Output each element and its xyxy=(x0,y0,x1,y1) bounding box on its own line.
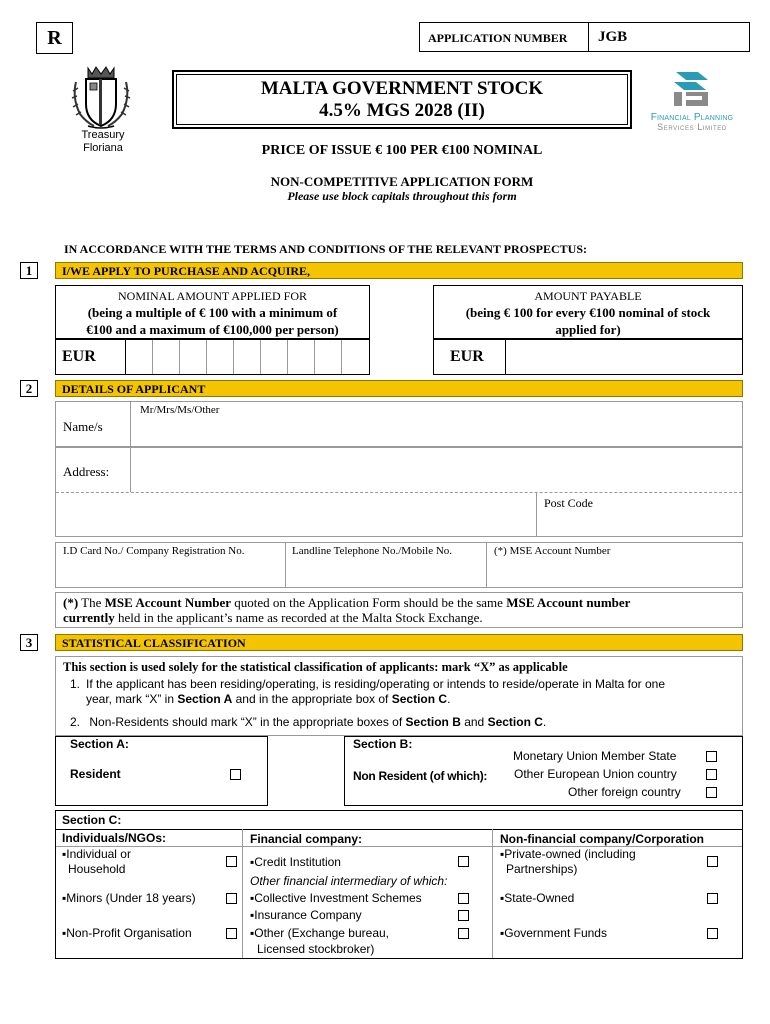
section-3-bar xyxy=(55,634,743,651)
government-funds-checkbox[interactable] xyxy=(707,928,718,939)
price-of-issue: PRICE OF ISSUE € 100 PER €100 NOMINAL xyxy=(261,143,543,158)
other-financial-label: Other financial intermediary of which: xyxy=(250,874,448,888)
post-code-label: Post Code xyxy=(544,496,594,510)
resident-checkbox[interactable] xyxy=(230,769,241,780)
nominal-note-1: (being a multiple of € 100 with a minimum of xyxy=(87,305,338,320)
fps-logo-icon xyxy=(668,66,714,110)
collective-investment-label: ▪Collective Investment Schemes xyxy=(250,891,422,905)
classification-intro-box xyxy=(55,656,743,736)
section-3-number: 3 xyxy=(20,634,38,651)
mse-note-box xyxy=(55,592,743,628)
other-foreign-label: Other foreign country xyxy=(568,785,681,799)
section-2-number: 2 xyxy=(20,380,38,397)
other-exchange-checkbox[interactable] xyxy=(458,928,469,939)
application-number-value[interactable]: JGB xyxy=(598,29,628,45)
nonprofit-label: ▪Non-Profit Organisation xyxy=(62,926,192,940)
section-1-title: I/WE APPLY TO PURCHASE AND ACQUIRE, xyxy=(62,264,311,278)
id-card-input[interactable] xyxy=(56,559,285,587)
item-1: 1. If the applicant has been residing/operating, is residing/operating or intends to reside/operate in Malta for one year, mark “X” in Section A and in the appropriate box of Section C. xyxy=(70,677,666,706)
section-a-box xyxy=(55,736,268,806)
credit-institution-checkbox[interactable] xyxy=(458,856,469,867)
phone-label: Landline Telephone No./Mobile No. xyxy=(292,545,453,557)
minors-checkbox[interactable] xyxy=(226,893,237,904)
form-type: NON-COMPETITIVE APPLICATION FORM xyxy=(270,174,534,189)
other-exchange-label: ▪Other (Exchange bureau, Licensed stockbroker) xyxy=(250,926,390,956)
address-input[interactable] xyxy=(131,448,741,492)
item-2: 2. Non-Residents should mark “X” in the appropriate boxes of Section B and Section C. xyxy=(70,715,547,729)
section-1-bar xyxy=(55,262,743,279)
payable-label: AMOUNT PAYABLE xyxy=(534,289,642,303)
col-nonfinancial-title: Non-financial company/Corporation xyxy=(500,832,705,846)
nominal-amount-box xyxy=(55,285,370,339)
collective-investment-checkbox[interactable] xyxy=(458,893,469,904)
title-line-1: MALTA GOVERNMENT STOCK xyxy=(260,78,544,99)
payable-currency: EUR xyxy=(450,348,484,365)
credit-institution-label: ▪Credit Institution xyxy=(250,855,341,869)
amount-payable-input[interactable] xyxy=(433,339,743,375)
section-a-title: Section A: xyxy=(70,737,129,751)
section-2-title: DETAILS OF APPLICANT xyxy=(62,382,206,396)
phone-input[interactable] xyxy=(286,559,486,587)
title-line-2: 4.5% MGS 2028 (II) xyxy=(319,100,485,121)
other-eu-checkbox[interactable] xyxy=(706,769,717,780)
non-resident-label: Non Resident (of which): xyxy=(353,769,488,783)
section-c-box xyxy=(55,810,743,959)
individual-label: ▪Individual or Household xyxy=(62,847,131,876)
other-foreign-checkbox[interactable] xyxy=(706,787,717,798)
application-number-label: APPLICATION NUMBER xyxy=(428,31,568,45)
section-3-title: STATISTICAL CLASSIFICATION xyxy=(62,636,246,650)
id-card-label: I.D Card No./ Company Registration No. xyxy=(63,545,245,557)
minors-label: ▪Minors (Under 18 years) xyxy=(62,891,196,905)
section-b-box xyxy=(344,736,743,806)
amount-payable-box xyxy=(433,285,743,339)
section-2-bar xyxy=(55,380,743,397)
state-owned-label: ▪State-Owned xyxy=(500,891,575,905)
col-financial-title: Financial company: xyxy=(250,832,363,846)
names-input[interactable] xyxy=(131,416,741,446)
nominal-amount-input[interactable] xyxy=(55,339,370,375)
state-owned-checkbox[interactable] xyxy=(707,893,718,904)
address-label: Address: xyxy=(63,464,110,479)
nominal-label: NOMINAL AMOUNT APPLIED FOR xyxy=(117,289,308,303)
id-contact-box xyxy=(55,542,743,588)
other-eu-label: Other European Union country xyxy=(514,767,677,781)
monetary-union-checkbox[interactable] xyxy=(706,751,717,762)
mse-account-label: (*) MSE Account Number xyxy=(494,545,611,557)
application-number-box xyxy=(419,22,750,52)
resident-label: Resident xyxy=(70,767,121,781)
treasury-label: Treasury xyxy=(81,129,125,141)
logo-line-1: Financial Planning xyxy=(650,112,734,123)
address-box xyxy=(55,447,743,537)
section-1-number: 1 xyxy=(20,262,38,279)
mse-note: (*) The MSE Account Number quoted on the Application Form should be the same MSE Account number currently held in the applicant’s name as recorded at the Malta Stock Exchange. xyxy=(63,595,631,625)
payable-note-2: applied for) xyxy=(555,322,621,337)
block-capitals-instruction: Please use block capitals throughout this form xyxy=(287,189,517,203)
classification-intro: This section is used solely for the statistical classification of applicants: mark “X” as applicable xyxy=(63,660,568,674)
title-box xyxy=(172,70,632,129)
title-prefix-label: Mr/Mrs/Ms/Other xyxy=(140,404,220,416)
insurance-checkbox[interactable] xyxy=(458,910,469,921)
floriana-label: Floriana xyxy=(83,142,123,154)
section-b-title: Section B: xyxy=(353,737,413,751)
nonprofit-checkbox[interactable] xyxy=(226,928,237,939)
government-funds-label: ▪Government Funds xyxy=(500,926,607,940)
section-c-title: Section C: xyxy=(62,813,122,827)
mse-account-input[interactable] xyxy=(487,559,742,587)
accordance-text: IN ACCORDANCE WITH THE TERMS AND CONDITIONS OF THE RELEVANT PROSPECTUS: xyxy=(64,242,588,256)
nominal-note-2: €100 and a maximum of €100,000 per person) xyxy=(86,322,339,337)
individual-checkbox[interactable] xyxy=(226,856,237,867)
nominal-currency: EUR xyxy=(62,348,96,365)
post-code-input[interactable] xyxy=(537,508,742,536)
logo-line-2: Services Limited xyxy=(657,122,727,132)
r-code: R xyxy=(47,27,62,49)
private-owned-checkbox[interactable] xyxy=(707,856,718,867)
monetary-union-label: Monetary Union Member State xyxy=(513,749,677,763)
names-box xyxy=(55,401,743,447)
payable-note-1: (being € 100 for every €100 nominal of stock xyxy=(465,305,711,320)
private-owned-label: ▪Private-owned (including Partnerships) xyxy=(500,847,636,876)
names-label: Name/s xyxy=(63,419,103,434)
r-code-box xyxy=(36,22,73,54)
insurance-label: ▪Insurance Company xyxy=(250,908,362,922)
coat-of-arms-icon xyxy=(70,64,132,130)
col-individuals-title: Individuals/NGOs: xyxy=(62,831,167,845)
